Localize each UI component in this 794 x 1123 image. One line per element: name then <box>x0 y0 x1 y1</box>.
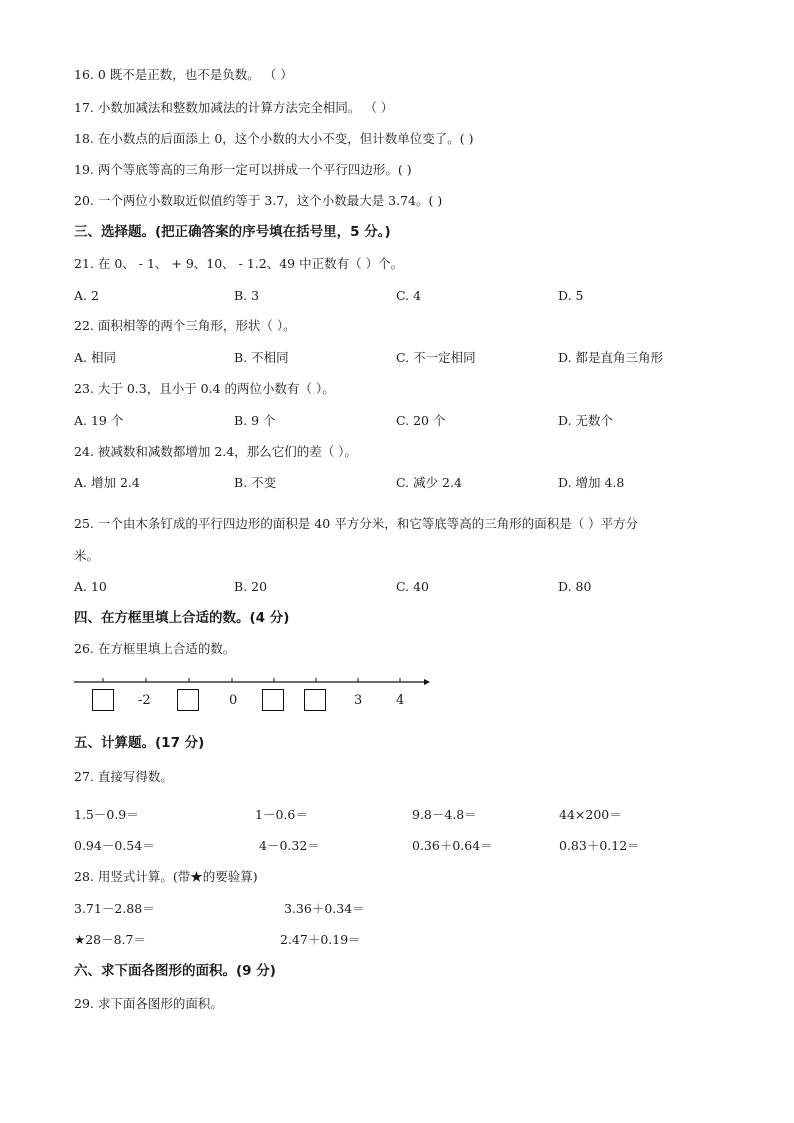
q23-option-d: D. 无数个 <box>558 413 614 428</box>
q28-expr: 2.47＋0.19＝ <box>280 932 361 947</box>
q27-expr: 1.5－0.9＝ <box>74 807 139 822</box>
q25-option-a: A. 10 <box>74 579 107 594</box>
q23-option-a: A. 19 个 <box>74 413 124 428</box>
question-21-stem: 21. 在 0、 - 1、 + 9、10、 - 1.2、49 中正数有（ ）个。 <box>74 256 404 271</box>
q27-expr: 0.83＋0.12＝ <box>559 838 640 853</box>
q27-expr: 0.36＋0.64＝ <box>412 838 493 853</box>
answer-box-4[interactable] <box>304 689 326 711</box>
q22-option-d: D. 都是直角三角形 <box>558 350 664 365</box>
q24-option-b: B. 不变 <box>234 475 277 490</box>
question-25-stem-line2: 米。 <box>74 548 100 563</box>
question-19: 19. 两个等底等高的三角形一定可以拼成一个平行四边形。( ) <box>74 162 412 177</box>
q25-option-b: B. 20 <box>234 579 268 594</box>
q27-expr: 4－0.32＝ <box>259 838 320 853</box>
number-label-3: 3 <box>354 693 363 708</box>
question-26-stem: 26. 在方框里填上合适的数。 <box>74 641 236 656</box>
question-24-stem: 24. 被减数和减数都增加 2.4，那么它们的差（ ）。 <box>74 444 357 459</box>
q24-option-a: A. 增加 2.4 <box>74 475 140 490</box>
q22-option-b: B. 不相同 <box>234 350 289 365</box>
section-6-title: 六、求下面各图形的面积。(9 分) <box>74 963 276 979</box>
q27-expr: 1－0.6＝ <box>255 807 308 822</box>
question-16: 16. 0 既不是正数，也不是负数。 （ ） <box>74 67 293 82</box>
question-29-stem: 29. 求下面各图形的面积。 <box>74 996 223 1011</box>
q27-expr: 44×200＝ <box>559 807 622 822</box>
q24-option-c: C. 减少 2.4 <box>396 475 462 490</box>
question-27-stem: 27. 直接写得数。 <box>74 769 173 784</box>
q28-expr: ★28－8.7＝ <box>74 932 146 947</box>
q28-expr: 3.71－2.88＝ <box>74 901 155 916</box>
q25-option-c: C. 40 <box>396 579 429 594</box>
q21-option-c: C. 4 <box>396 288 422 303</box>
section-5-title: 五、计算题。(17 分) <box>74 735 205 751</box>
question-23-stem: 23. 大于 0.3，且小于 0.4 的两位小数有（ ）。 <box>74 381 335 396</box>
number-line <box>72 674 434 692</box>
q27-expr: 9.8－4.8＝ <box>412 807 477 822</box>
number-line-arrow <box>424 679 430 685</box>
q21-option-d: D. 5 <box>558 288 584 303</box>
question-18: 18. 在小数点的后面添上 0，这个小数的大小不变，但计数单位变了。( ) <box>74 131 474 146</box>
q22-option-a: A. 相同 <box>74 350 116 365</box>
section-3-title: 三、选择题。(把正确答案的序号填在括号里，5 分。) <box>74 224 391 240</box>
number-label-0: 0 <box>229 693 238 708</box>
q22-option-c: C. 不一定相同 <box>396 350 476 365</box>
answer-box-1[interactable] <box>92 689 114 711</box>
number-label-neg2: -2 <box>138 693 151 708</box>
q21-option-a: A. 2 <box>74 288 99 303</box>
q28-expr: 3.36＋0.34＝ <box>284 901 365 916</box>
section-4-title: 四、在方框里填上合适的数。(4 分) <box>74 610 290 626</box>
question-17: 17. 小数加减法和整数加减法的计算方法完全相同。 （ ） <box>74 100 394 115</box>
question-20: 20. 一个两位小数取近似值约等于 3.7，这个小数最大是 3.74。( ) <box>74 193 443 208</box>
answer-box-2[interactable] <box>177 689 199 711</box>
question-22-stem: 22. 面积相等的两个三角形，形状（ ）。 <box>74 318 296 333</box>
question-28-stem: 28. 用竖式计算。(带★的要验算) <box>74 869 258 884</box>
q24-option-d: D. 增加 4.8 <box>558 475 625 490</box>
answer-box-3[interactable] <box>262 689 284 711</box>
q27-expr: 0.94－0.54＝ <box>74 838 155 853</box>
q25-option-d: D. 80 <box>558 579 592 594</box>
q23-option-c: C. 20 个 <box>396 413 446 428</box>
q21-option-b: B. 3 <box>234 288 260 303</box>
q23-option-b: B. 9 个 <box>234 413 276 428</box>
number-label-4: 4 <box>396 693 405 708</box>
question-25-stem-line1: 25. 一个由木条钉成的平行四边形的面积是 40 平方分米，和它等底等高的三角形的面积是（ ）平方分 <box>74 516 639 531</box>
